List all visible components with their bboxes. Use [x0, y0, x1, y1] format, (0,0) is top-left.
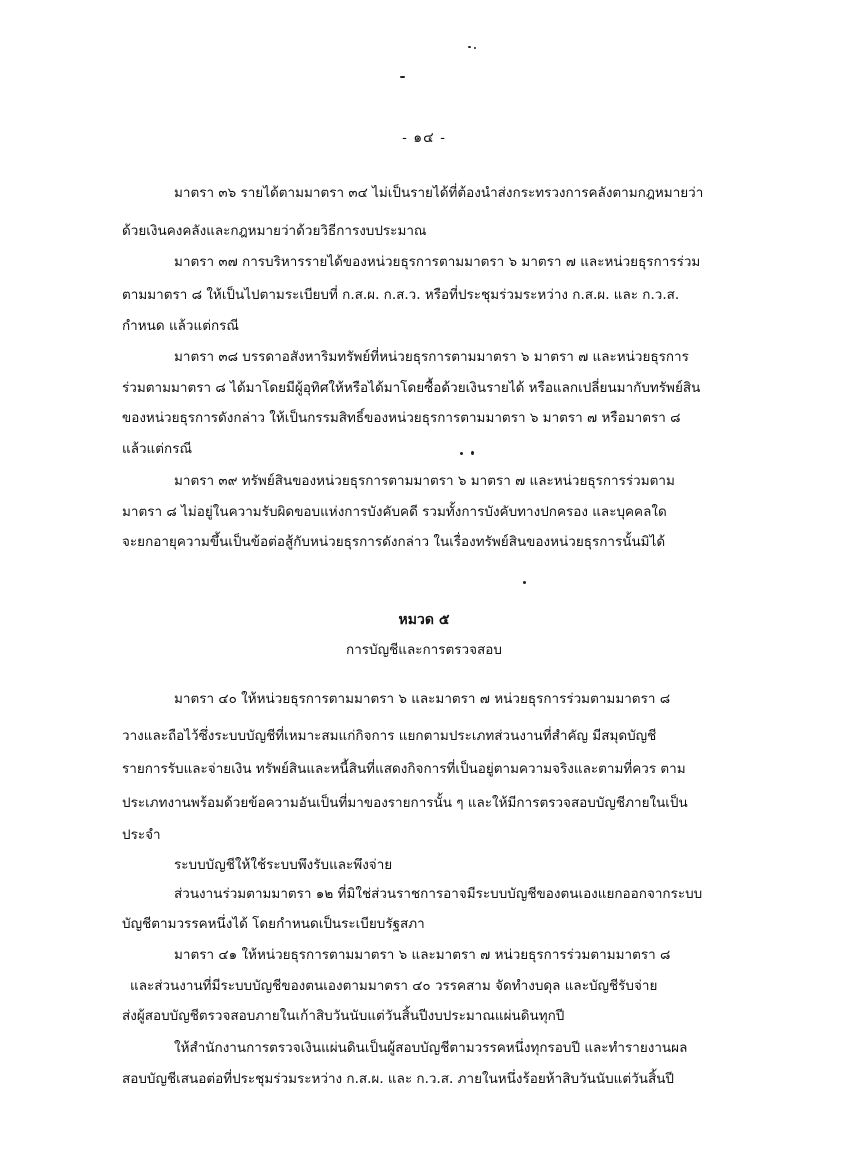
- section-37-line-1: มาตรา ๓๗ การบริหารรายได้ของหน่วยธุรการตามมาตรา ๖ มาตรา ๗ และหน่วยธุรการร่วม: [174, 254, 701, 270]
- scan-speck: [471, 451, 474, 455]
- section-37-line-3: กำหนด แล้วแต่กรณี: [122, 318, 239, 334]
- section-40-line-3: รายการรับและจ่ายเงิน ทรัพย์สินและหนี้สินที่แสดงกิจการที่เป็นอยู่ตามความจริงและตามที่ควร ตาม: [122, 761, 686, 777]
- section-40-paragraph-3-line-2: บัญชีตามวรรคหนึ่งได้ โดยกำหนดเป็นระเบียบรัฐสภา: [122, 916, 425, 932]
- scan-speck: [460, 452, 463, 455]
- section-41-line-3: ส่งผู้สอบบัญชีตรวจสอบภายในเก้าสิบวันนับแต่วันสิ้นปีงบประมาณแผ่นดินทุกปี: [122, 1008, 565, 1024]
- section-40-line-4: ประเภทงานพร้อมด้วยข้อความอันเป็นที่มาของรายการนั้น ๆ และให้มีการตรวจสอบบัญชีภายในเป็น: [122, 795, 688, 811]
- section-38-line-3: ของหน่วยธุรการดังกล่าว ให้เป็นกรรมสิทธิ์ของหน่วยธุรการตามมาตรา ๖ มาตรา ๗ หรือมาตรา ๘: [122, 410, 681, 426]
- section-38-line-1: มาตรา ๓๘ บรรดาอสังหาริมทรัพย์ที่หน่วยธุรการตามมาตรา ๖ มาตรา ๗ และหน่วยธุรการ: [174, 349, 689, 365]
- section-37-line-2: ตามมาตรา ๘ ให้เป็นไปตามระเบียบที่ ก.ส.ผ. ก.ส.ว. หรือที่ประชุมร่วมระหว่าง ก.ส.ผ. และ ก.ว.ส.: [122, 287, 680, 303]
- section-41-line-1: มาตรา ๔๑ ให้หน่วยธุรการตามมาตรา ๖ และมาตรา ๗ หน่วยธุรการร่วมตามมาตรา ๘: [174, 947, 671, 963]
- chapter-title: หมวด ๕: [398, 612, 450, 628]
- scan-speck: [400, 76, 405, 78]
- section-39-line-2: มาตรา ๘ ไม่อยู่ในความรับผิดขอบแห่งการบังคับคดี รวมทั้งการบังคับทางปกครอง และบุคคลใด: [122, 504, 667, 520]
- section-40-paragraph-2: ระบบบัญชีให้ใช้ระบบพึงรับและพึงจ่าย: [174, 857, 393, 873]
- section-39-line-1: มาตรา ๓๙ ทรัพย์สินของหน่วยธุรการตามมาตรา ๖ มาตรา ๗ และหน่วยธุรการร่วมตาม: [174, 473, 675, 489]
- section-38-line-4: แล้วแต่กรณี: [122, 441, 192, 457]
- section-41-line-2: และส่วนงานที่มีระบบบัญชีของตนเองตามมาตรา ๔๐ วรรคสาม จัดทำงบดุล และบัญชีรับจ่าย: [130, 978, 658, 994]
- chapter-subtitle: การบัญชีและการตรวจสอบ: [346, 642, 502, 658]
- section-36-line-2: ด้วยเงินคงคลังและกฎหมายว่าด้วยวิธีการงบประมาณ: [122, 223, 427, 239]
- section-40-line-2: วางและถือไว้ซึ่งระบบบัญชีที่เหมาะสมแก่กิจการ แยกตามประเภทส่วนงานที่สำคัญ มีสมุดบัญชี: [122, 728, 657, 744]
- section-40-line-5: ประจำ: [122, 827, 161, 843]
- section-36-line-1: มาตรา ๓๖ รายได้ตามมาตรา ๓๔ ไม่เป็นรายได้ที่ต้องนำส่งกระทรวงการคลังตามกฎหมายว่า: [174, 185, 704, 201]
- section-39-line-3: จะยกอายุความขึ้นเป็นข้อต่อสู้กับหน่วยธุรการดังกล่าว ในเรื่องทรัพย์สินของหน่วยธุรการนั้นมิได้: [122, 534, 666, 550]
- section-41-paragraph-2-line-1: ให้สำนักงานการตรวจเงินแผ่นดินเป็นผู้สอบบัญชีตามวรรคหนึ่งทุกรอบปี และทำรายงานผล: [174, 1040, 688, 1056]
- scan-speck: [474, 47, 476, 49]
- section-40-line-1: มาตรา ๔๐ ให้หน่วยธุรการตามมาตรา ๖ และมาตรา ๗ หน่วยธุรการร่วมตามมาตรา ๘: [174, 691, 671, 707]
- section-41-paragraph-2-line-2: สอบบัญชีเสนอต่อที่ประชุมร่วมระหว่าง ก.ส.ผ. และ ก.ว.ส. ภายในหนึ่งร้อยห้าสิบวันนับแต่วันสิ้นปี: [122, 1071, 674, 1087]
- scan-speck: [468, 46, 471, 48]
- page-number: - ๑๔ -: [402, 130, 446, 146]
- section-38-line-2: ร่วมตามมาตรา ๘ ได้มาโดยมีผู้อุทิศให้หรือได้มาโดยซื้อด้วยเงินรายได้ หรือแลกเปลี่ยนมากับทรัพย์สิน: [122, 380, 701, 396]
- scan-speck: [523, 581, 526, 584]
- section-40-paragraph-3-line-1: ส่วนงานร่วมตามมาตรา ๑๒ ที่มิใช่ส่วนราชการอาจมีระบบบัญชีของตนเองแยกออกจากระบบ: [174, 886, 703, 902]
